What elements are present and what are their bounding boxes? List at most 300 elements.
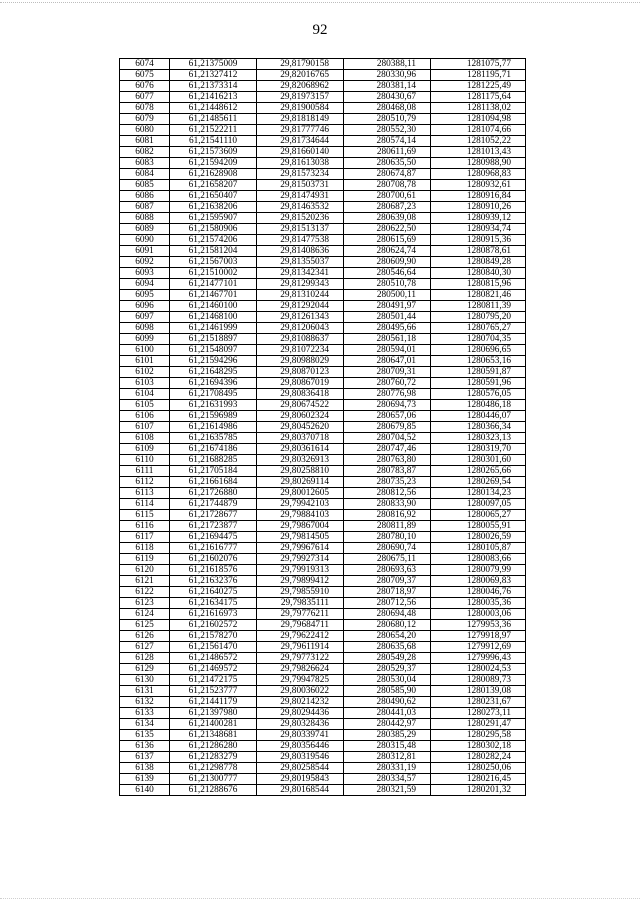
longitude-cell: 29,81777746 (257, 125, 344, 136)
point-number-cell: 6109 (120, 444, 170, 455)
table-row (120, 521, 526, 532)
table-row (120, 202, 526, 213)
latitude-cell: 61,21635785 (170, 433, 257, 444)
latitude-cell: 61,21561470 (170, 642, 257, 653)
point-number-cell: 6095 (120, 290, 170, 301)
longitude-cell: 29,79776211 (257, 609, 344, 620)
y-coordinate-cell: 1281094,98 (431, 114, 526, 125)
latitude-cell: 61,21441179 (170, 697, 257, 708)
latitude-cell: 61,21573609 (170, 147, 257, 158)
latitude-cell: 61,21477101 (170, 279, 257, 290)
table-row (120, 246, 526, 257)
latitude-cell: 61,21448612 (170, 103, 257, 114)
x-coordinate-cell: 280530,04 (344, 675, 431, 686)
y-coordinate-cell: 1280291,47 (431, 719, 526, 730)
longitude-cell: 29,80326913 (257, 455, 344, 466)
point-number-cell: 6136 (120, 741, 170, 752)
latitude-cell: 61,21485611 (170, 114, 257, 125)
table-row (120, 356, 526, 367)
y-coordinate-cell: 1280231,67 (431, 697, 526, 708)
point-number-cell: 6085 (120, 180, 170, 191)
latitude-cell: 61,21616973 (170, 609, 257, 620)
latitude-cell: 61,21581204 (170, 246, 257, 257)
longitude-cell: 29,80012605 (257, 488, 344, 499)
longitude-cell: 29,81660140 (257, 147, 344, 158)
table-row (120, 730, 526, 741)
y-coordinate-cell: 1280653,16 (431, 356, 526, 367)
longitude-cell: 29,79814505 (257, 532, 344, 543)
table-row (120, 301, 526, 312)
x-coordinate-cell: 280321,59 (344, 785, 431, 796)
point-number-cell: 6099 (120, 334, 170, 345)
latitude-cell: 61,21523777 (170, 686, 257, 697)
latitude-cell: 61,21596989 (170, 411, 257, 422)
point-number-cell: 6119 (120, 554, 170, 565)
point-number-cell: 6081 (120, 136, 170, 147)
longitude-cell: 29,80867019 (257, 378, 344, 389)
y-coordinate-cell: 1280055,91 (431, 521, 526, 532)
table-row (120, 323, 526, 334)
longitude-cell: 29,79826624 (257, 664, 344, 675)
y-coordinate-cell: 1281175,64 (431, 92, 526, 103)
x-coordinate-cell: 280552,30 (344, 125, 431, 136)
table-row (120, 191, 526, 202)
latitude-cell: 61,21486572 (170, 653, 257, 664)
y-coordinate-cell: 1281225,49 (431, 81, 526, 92)
x-coordinate-cell: 280385,29 (344, 730, 431, 741)
x-coordinate-cell: 280833,90 (344, 499, 431, 510)
point-number-cell: 6091 (120, 246, 170, 257)
y-coordinate-cell: 1280089,73 (431, 675, 526, 686)
y-coordinate-cell: 1280916,84 (431, 191, 526, 202)
table-row (120, 312, 526, 323)
table-row (120, 565, 526, 576)
table-row (120, 422, 526, 433)
table-row (120, 180, 526, 191)
y-coordinate-cell: 1280282,24 (431, 752, 526, 763)
table-row (120, 697, 526, 708)
latitude-cell: 61,21688285 (170, 455, 257, 466)
latitude-cell: 61,21726880 (170, 488, 257, 499)
latitude-cell: 61,21522211 (170, 125, 257, 136)
y-coordinate-cell: 1279918,97 (431, 631, 526, 642)
y-coordinate-cell: 1280024,53 (431, 664, 526, 675)
x-coordinate-cell: 280635,50 (344, 158, 431, 169)
table-row (120, 224, 526, 235)
table-row (120, 785, 526, 796)
latitude-cell: 61,21567003 (170, 257, 257, 268)
y-coordinate-cell: 1280301,60 (431, 455, 526, 466)
longitude-cell: 29,81973157 (257, 92, 344, 103)
y-coordinate-cell: 1280840,30 (431, 268, 526, 279)
latitude-cell: 61,21694475 (170, 532, 257, 543)
latitude-cell: 61,21595907 (170, 213, 257, 224)
x-coordinate-cell: 280500,11 (344, 290, 431, 301)
y-coordinate-cell: 1281075,77 (431, 59, 526, 70)
longitude-cell: 29,81261343 (257, 312, 344, 323)
point-number-cell: 6075 (120, 70, 170, 81)
latitude-cell: 61,21461999 (170, 323, 257, 334)
y-coordinate-cell: 1280302,18 (431, 741, 526, 752)
longitude-cell: 29,81503731 (257, 180, 344, 191)
x-coordinate-cell: 280430,67 (344, 92, 431, 103)
longitude-cell: 29,81790158 (257, 59, 344, 70)
point-number-cell: 6115 (120, 510, 170, 521)
longitude-cell: 29,79611914 (257, 642, 344, 653)
longitude-cell: 29,79927314 (257, 554, 344, 565)
table-row (120, 510, 526, 521)
x-coordinate-cell: 280624,74 (344, 246, 431, 257)
y-coordinate-cell: 1280934,74 (431, 224, 526, 235)
point-number-cell: 6118 (120, 543, 170, 554)
y-coordinate-cell: 1280704,35 (431, 334, 526, 345)
x-coordinate-cell: 280388,11 (344, 59, 431, 70)
point-number-cell: 6100 (120, 345, 170, 356)
latitude-cell: 61,21578270 (170, 631, 257, 642)
latitude-cell: 61,21460100 (170, 301, 257, 312)
x-coordinate-cell: 280718,97 (344, 587, 431, 598)
latitude-cell: 61,21375009 (170, 59, 257, 70)
point-number-cell: 6112 (120, 477, 170, 488)
point-number-cell: 6094 (120, 279, 170, 290)
y-coordinate-cell: 1280915,36 (431, 235, 526, 246)
x-coordinate-cell: 280639,08 (344, 213, 431, 224)
longitude-cell: 29,80258810 (257, 466, 344, 477)
longitude-cell: 29,80036022 (257, 686, 344, 697)
point-number-cell: 6121 (120, 576, 170, 587)
y-coordinate-cell: 1280295,58 (431, 730, 526, 741)
point-number-cell: 6133 (120, 708, 170, 719)
x-coordinate-cell: 280735,23 (344, 477, 431, 488)
x-coordinate-cell: 280468,08 (344, 103, 431, 114)
y-coordinate-cell: 1280968,83 (431, 169, 526, 180)
longitude-cell: 29,81355037 (257, 257, 344, 268)
point-number-cell: 6122 (120, 587, 170, 598)
longitude-cell: 29,80294436 (257, 708, 344, 719)
latitude-cell: 61,21618576 (170, 565, 257, 576)
table-row (120, 499, 526, 510)
table-row (120, 631, 526, 642)
table-row (120, 257, 526, 268)
latitude-cell: 61,21510002 (170, 268, 257, 279)
x-coordinate-cell: 280811,89 (344, 521, 431, 532)
table-row (120, 147, 526, 158)
latitude-cell: 61,21288676 (170, 785, 257, 796)
point-number-cell: 6078 (120, 103, 170, 114)
y-coordinate-cell: 1280097,05 (431, 499, 526, 510)
longitude-cell: 29,81573234 (257, 169, 344, 180)
table-row (120, 213, 526, 224)
point-number-cell: 6093 (120, 268, 170, 279)
y-coordinate-cell: 1279912,69 (431, 642, 526, 653)
y-coordinate-cell: 1280486,18 (431, 400, 526, 411)
y-coordinate-cell: 1280083,66 (431, 554, 526, 565)
table-row (120, 59, 526, 70)
point-number-cell: 6101 (120, 356, 170, 367)
latitude-cell: 61,21348681 (170, 730, 257, 741)
latitude-cell: 61,21397980 (170, 708, 257, 719)
latitude-cell: 61,21631993 (170, 400, 257, 411)
table-row (120, 92, 526, 103)
latitude-cell: 61,21472175 (170, 675, 257, 686)
point-number-cell: 6124 (120, 609, 170, 620)
latitude-cell: 61,21638206 (170, 202, 257, 213)
longitude-cell: 29,82016765 (257, 70, 344, 81)
latitude-cell: 61,21632376 (170, 576, 257, 587)
y-coordinate-cell: 1281138,02 (431, 103, 526, 114)
latitude-cell: 61,21648295 (170, 367, 257, 378)
longitude-cell: 29,80214232 (257, 697, 344, 708)
longitude-cell: 29,80258544 (257, 763, 344, 774)
x-coordinate-cell: 280546,64 (344, 268, 431, 279)
table-row (120, 367, 526, 378)
latitude-cell: 61,21373314 (170, 81, 257, 92)
longitude-cell: 29,79835111 (257, 598, 344, 609)
point-number-cell: 6106 (120, 411, 170, 422)
longitude-cell: 29,79884103 (257, 510, 344, 521)
latitude-cell: 61,21640275 (170, 587, 257, 598)
latitude-cell: 61,21541110 (170, 136, 257, 147)
y-coordinate-cell: 1280795,20 (431, 312, 526, 323)
latitude-cell: 61,21469572 (170, 664, 257, 675)
point-number-cell: 6126 (120, 631, 170, 642)
x-coordinate-cell: 280812,56 (344, 488, 431, 499)
latitude-cell: 61,21674186 (170, 444, 257, 455)
point-number-cell: 6080 (120, 125, 170, 136)
y-coordinate-cell: 1280105,87 (431, 543, 526, 554)
latitude-cell: 61,21614986 (170, 422, 257, 433)
y-coordinate-cell: 1280134,23 (431, 488, 526, 499)
longitude-cell: 29,79867004 (257, 521, 344, 532)
page-number: 92 (312, 22, 328, 38)
point-number-cell: 6089 (120, 224, 170, 235)
x-coordinate-cell: 280510,79 (344, 114, 431, 125)
longitude-cell: 29,81310244 (257, 290, 344, 301)
table-row (120, 653, 526, 664)
longitude-cell: 29,80602324 (257, 411, 344, 422)
y-coordinate-cell: 1280765,27 (431, 323, 526, 334)
table-row (120, 752, 526, 763)
latitude-cell: 61,21650407 (170, 191, 257, 202)
x-coordinate-cell: 280709,37 (344, 576, 431, 587)
table-row (120, 400, 526, 411)
x-coordinate-cell: 280679,85 (344, 422, 431, 433)
table-row (120, 103, 526, 114)
x-coordinate-cell: 280760,72 (344, 378, 431, 389)
y-coordinate-cell: 1280003,06 (431, 609, 526, 620)
latitude-cell: 61,21634175 (170, 598, 257, 609)
latitude-cell: 61,21616777 (170, 543, 257, 554)
longitude-cell: 29,80674522 (257, 400, 344, 411)
table-row (120, 125, 526, 136)
latitude-cell: 61,21594209 (170, 158, 257, 169)
x-coordinate-cell: 280495,66 (344, 323, 431, 334)
longitude-cell: 29,80339741 (257, 730, 344, 741)
longitude-cell: 29,80168544 (257, 785, 344, 796)
x-coordinate-cell: 280510,78 (344, 279, 431, 290)
longitude-cell: 29,81734644 (257, 136, 344, 147)
table-row (120, 136, 526, 147)
x-coordinate-cell: 280687,23 (344, 202, 431, 213)
top-rule (0, 2, 640, 3)
point-number-cell: 6077 (120, 92, 170, 103)
point-number-cell: 6139 (120, 774, 170, 785)
x-coordinate-cell: 280490,62 (344, 697, 431, 708)
longitude-cell: 29,81613038 (257, 158, 344, 169)
latitude-cell: 61,21594296 (170, 356, 257, 367)
y-coordinate-cell: 1281074,66 (431, 125, 526, 136)
table-row (120, 268, 526, 279)
table-row (120, 488, 526, 499)
longitude-cell: 29,80870123 (257, 367, 344, 378)
longitude-cell: 29,80356446 (257, 741, 344, 752)
y-coordinate-cell: 1280269,54 (431, 477, 526, 488)
x-coordinate-cell: 280330,96 (344, 70, 431, 81)
table-row (120, 675, 526, 686)
latitude-cell: 61,21602076 (170, 554, 257, 565)
point-number-cell: 6086 (120, 191, 170, 202)
table-row (120, 576, 526, 587)
table-row (120, 642, 526, 653)
table-row (120, 686, 526, 697)
table-row (120, 279, 526, 290)
longitude-cell: 29,81299343 (257, 279, 344, 290)
longitude-cell: 29,80988029 (257, 356, 344, 367)
x-coordinate-cell: 280693,63 (344, 565, 431, 576)
point-number-cell: 6110 (120, 455, 170, 466)
y-coordinate-cell: 1279996,43 (431, 653, 526, 664)
table-row (120, 609, 526, 620)
y-coordinate-cell: 1280878,61 (431, 246, 526, 257)
longitude-cell: 29,81342341 (257, 268, 344, 279)
table-row (120, 477, 526, 488)
table-row (120, 763, 526, 774)
point-number-cell: 6128 (120, 653, 170, 664)
latitude-cell: 61,21468100 (170, 312, 257, 323)
point-number-cell: 6079 (120, 114, 170, 125)
table-row (120, 598, 526, 609)
longitude-cell: 29,80370718 (257, 433, 344, 444)
latitude-cell: 61,21518897 (170, 334, 257, 345)
x-coordinate-cell: 280776,98 (344, 389, 431, 400)
point-number-cell: 6074 (120, 59, 170, 70)
point-number-cell: 6114 (120, 499, 170, 510)
longitude-cell: 29,79622412 (257, 631, 344, 642)
latitude-cell: 61,21467701 (170, 290, 257, 301)
x-coordinate-cell: 280315,48 (344, 741, 431, 752)
point-number-cell: 6082 (120, 147, 170, 158)
latitude-cell: 61,21744879 (170, 499, 257, 510)
table-row (120, 169, 526, 180)
point-number-cell: 6076 (120, 81, 170, 92)
longitude-cell: 29,79967614 (257, 543, 344, 554)
point-number-cell: 6127 (120, 642, 170, 653)
point-number-cell: 6097 (120, 312, 170, 323)
y-coordinate-cell: 1280069,83 (431, 576, 526, 587)
x-coordinate-cell: 280763,80 (344, 455, 431, 466)
x-coordinate-cell: 280574,14 (344, 136, 431, 147)
latitude-cell: 61,21728677 (170, 510, 257, 521)
longitude-cell: 29,80361614 (257, 444, 344, 455)
table-row (120, 466, 526, 477)
x-coordinate-cell: 280331,19 (344, 763, 431, 774)
longitude-cell: 29,81818149 (257, 114, 344, 125)
table-row (120, 587, 526, 598)
point-number-cell: 6123 (120, 598, 170, 609)
longitude-cell: 29,79947825 (257, 675, 344, 686)
table-row (120, 708, 526, 719)
y-coordinate-cell: 1280366,34 (431, 422, 526, 433)
table-row (120, 554, 526, 565)
x-coordinate-cell: 280712,56 (344, 598, 431, 609)
point-number-cell: 6116 (120, 521, 170, 532)
table-row (120, 81, 526, 92)
point-number-cell: 6107 (120, 422, 170, 433)
table-row (120, 543, 526, 554)
point-number-cell: 6083 (120, 158, 170, 169)
x-coordinate-cell: 280694,48 (344, 609, 431, 620)
x-coordinate-cell: 280747,46 (344, 444, 431, 455)
table-row (120, 70, 526, 81)
point-number-cell: 6113 (120, 488, 170, 499)
longitude-cell: 29,82068962 (257, 81, 344, 92)
y-coordinate-cell: 1280079,99 (431, 565, 526, 576)
point-number-cell: 6084 (120, 169, 170, 180)
point-number-cell: 6104 (120, 389, 170, 400)
latitude-cell: 61,21694396 (170, 378, 257, 389)
x-coordinate-cell: 280491,97 (344, 301, 431, 312)
point-number-cell: 6137 (120, 752, 170, 763)
x-coordinate-cell: 280549,28 (344, 653, 431, 664)
longitude-cell: 29,81520236 (257, 213, 344, 224)
longitude-cell: 29,79684711 (257, 620, 344, 631)
x-coordinate-cell: 280381,14 (344, 81, 431, 92)
x-coordinate-cell: 280700,61 (344, 191, 431, 202)
longitude-cell: 29,79942103 (257, 499, 344, 510)
x-coordinate-cell: 280816,92 (344, 510, 431, 521)
table-row (120, 114, 526, 125)
y-coordinate-cell: 1279953,36 (431, 620, 526, 631)
y-coordinate-cell: 1280319,70 (431, 444, 526, 455)
longitude-cell: 29,80269114 (257, 477, 344, 488)
x-coordinate-cell: 280654,20 (344, 631, 431, 642)
coordinates-table-body (120, 59, 526, 796)
x-coordinate-cell: 280708,78 (344, 180, 431, 191)
point-number-cell: 6117 (120, 532, 170, 543)
y-coordinate-cell: 1280576,05 (431, 389, 526, 400)
x-coordinate-cell: 280441,03 (344, 708, 431, 719)
y-coordinate-cell: 1281013,43 (431, 147, 526, 158)
point-number-cell: 6111 (120, 466, 170, 477)
point-number-cell: 6135 (120, 730, 170, 741)
latitude-cell: 61,21658207 (170, 180, 257, 191)
y-coordinate-cell: 1280446,07 (431, 411, 526, 422)
longitude-cell: 29,79919313 (257, 565, 344, 576)
latitude-cell: 61,21580906 (170, 224, 257, 235)
table-row (120, 411, 526, 422)
point-number-cell: 6102 (120, 367, 170, 378)
x-coordinate-cell: 280657,06 (344, 411, 431, 422)
table-row (120, 378, 526, 389)
x-coordinate-cell: 280780,10 (344, 532, 431, 543)
latitude-cell: 61,21708495 (170, 389, 257, 400)
table-row (120, 741, 526, 752)
y-coordinate-cell: 1281052,22 (431, 136, 526, 147)
longitude-cell: 29,81477538 (257, 235, 344, 246)
point-number-cell: 6129 (120, 664, 170, 675)
x-coordinate-cell: 280675,11 (344, 554, 431, 565)
y-coordinate-cell: 1280250,06 (431, 763, 526, 774)
